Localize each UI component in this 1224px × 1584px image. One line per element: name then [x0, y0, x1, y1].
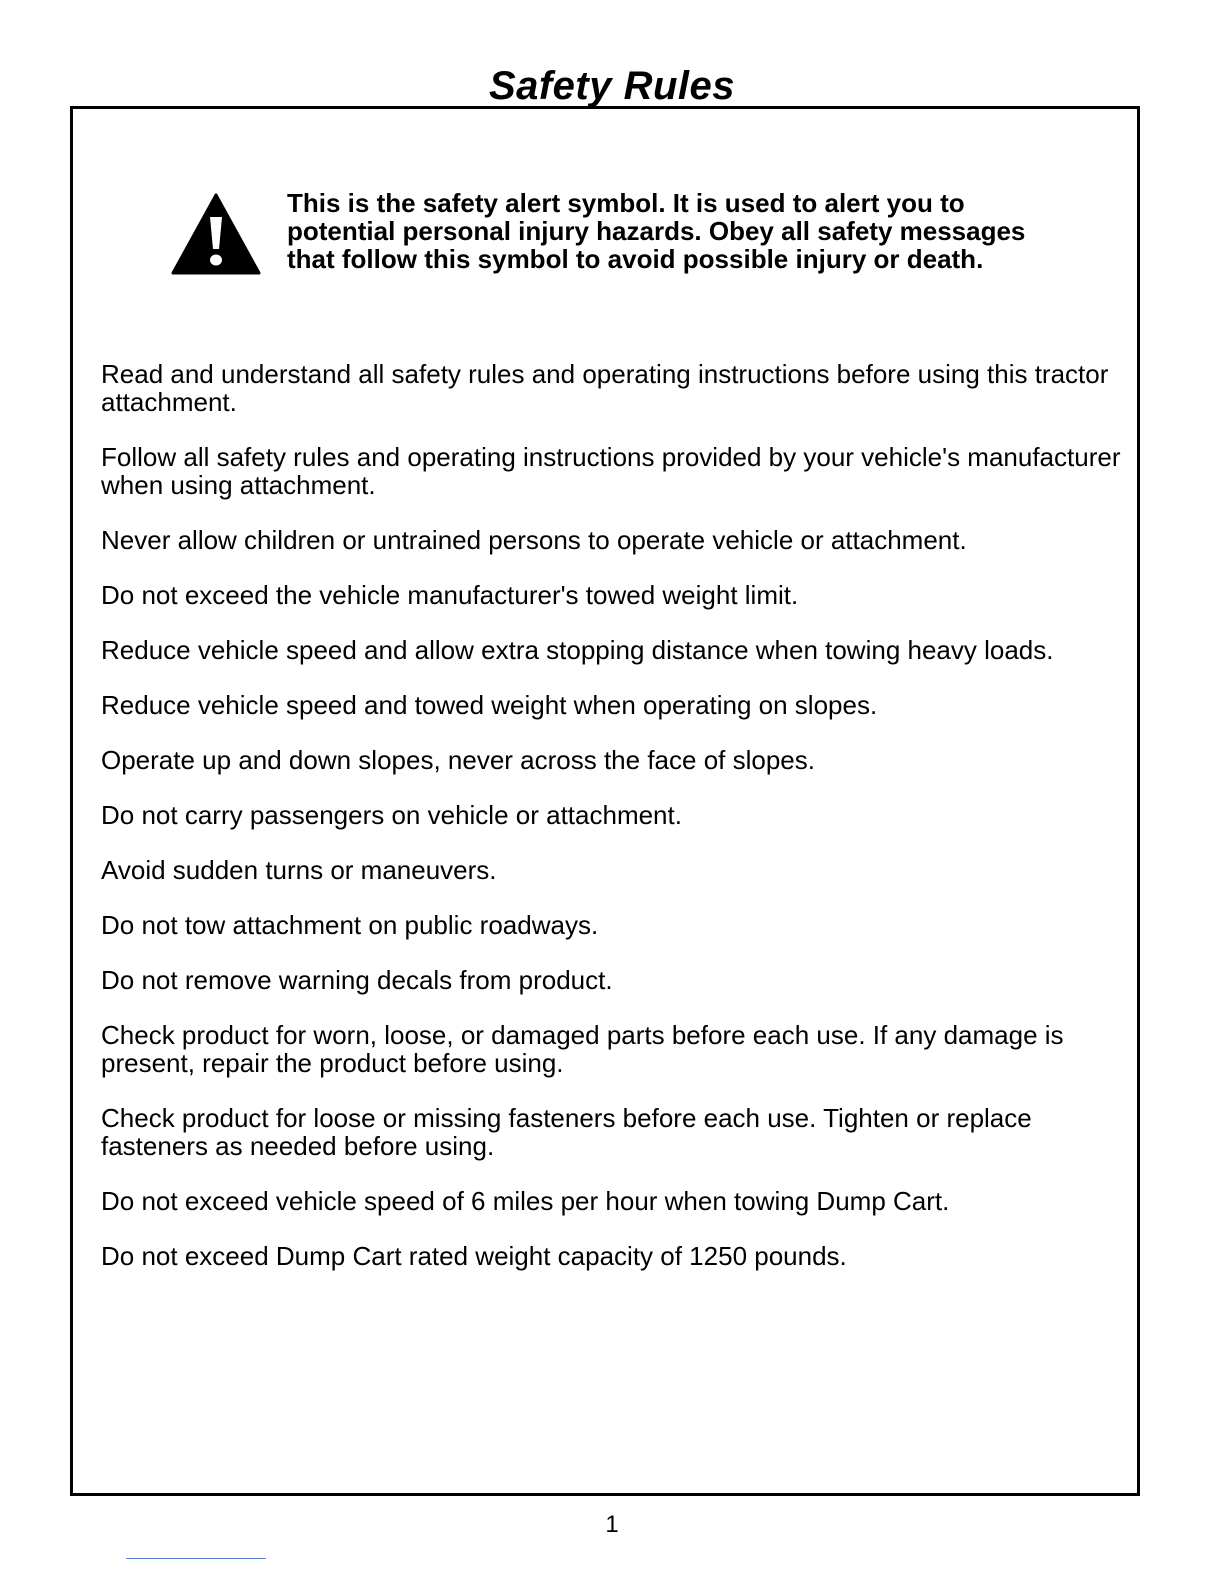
safety-alert-message	[287, 189, 1107, 273]
safety-rule: Do not exceed the vehicle manufacturer's towed weight limit.	[101, 580, 799, 610]
safety-rule: Do not exceed Dump Cart rated weight capacity of 1250 pounds.	[101, 1241, 847, 1271]
warning-triangle-icon	[171, 193, 261, 275]
safety-rule: Follow all safety rules and operating instructions provided by your vehicle's manufacturer when using attachment.	[101, 442, 1121, 500]
safety-rule: Do not remove warning decals from product.	[101, 965, 613, 995]
safety-rule: Operate up and down slopes, never across the face of slopes.	[101, 745, 815, 775]
safety-rule: Do not carry passengers on vehicle or attachment.	[101, 800, 682, 830]
safety-rule: Do not exceed vehicle speed of 6 miles per hour when towing Dump Cart.	[101, 1186, 950, 1216]
safety-rule: Reduce vehicle speed and towed weight when operating on slopes.	[101, 690, 878, 720]
safety-rule: Avoid sudden turns or maneuvers.	[101, 855, 497, 885]
safety-rules-list	[101, 360, 1121, 1297]
alert-line: This is the safety alert symbol. It is used to alert you to	[287, 188, 965, 218]
safety-rule: Never allow children or untrained persons to operate vehicle or attachment.	[101, 525, 967, 555]
safety-rule: Do not tow attachment on public roadways.	[101, 910, 599, 940]
safety-rules-box	[70, 106, 1140, 1496]
safety-rule: Reduce vehicle speed and allow extra stopping distance when towing heavy loads.	[101, 635, 1054, 665]
safety-rule: Check product for loose or missing fasteners before each use. Tighten or replace fasteners as needed before using.	[101, 1103, 1032, 1161]
safety-rule: Read and understand all safety rules and operating instructions before using this tractor attachment.	[101, 359, 1109, 417]
safety-alert-block	[171, 189, 1111, 289]
page-title: Safety Rules	[488, 64, 736, 108]
alert-line: that follow this symbol to avoid possible injury or death.	[287, 244, 984, 274]
alert-line: potential personal injury hazards. Obey all safety messages	[287, 216, 1026, 246]
page-number: 1	[605, 1511, 619, 1538]
footer-divider	[126, 1558, 266, 1559]
safety-rule: Check product for worn, loose, or damaged parts before each use. If any damage is present, repair the product before using.	[101, 1020, 1064, 1078]
